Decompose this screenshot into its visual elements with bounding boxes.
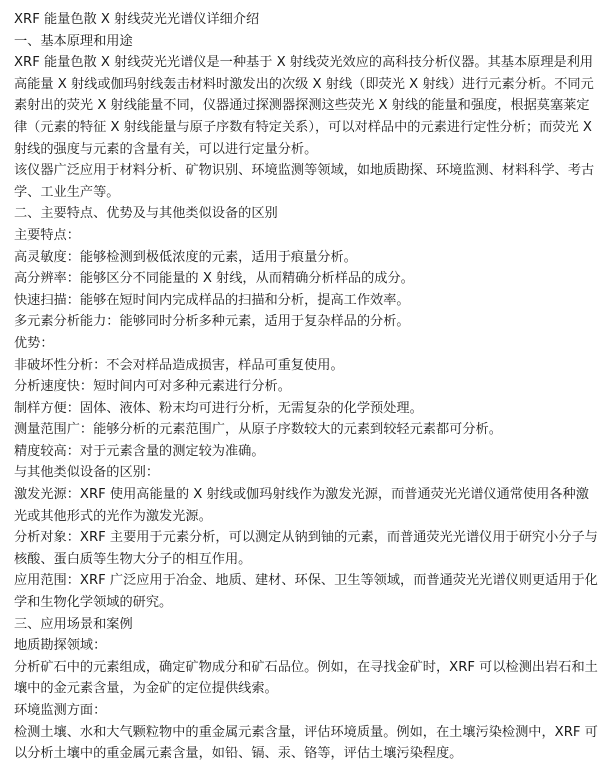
difference-item: 应用范围：XRF 广泛应用于冶金、地质、建材、环保、卫生等领域，而普通荧光光谱仪则更适用于化学和生物化学领域的研究。 [14, 573, 598, 611]
section-3-heading: 三、应用场景和案例 [14, 616, 133, 632]
feature-item: 多元素分析能力：能够同时分析多种元素，适用于复杂样品的分析。 [14, 314, 410, 330]
advantage-item: 分析速度快：短时间内可对多种元素进行分析。 [14, 379, 291, 395]
document-title: XRF 能量色散 X 射线荧光光谱仪详细介绍 [14, 12, 260, 27]
advantages-heading: 优势： [14, 335, 54, 351]
section-1-paragraph-principle: XRF 能量色散 X 射线荧光光谱仪是一种基于 X 射线荧光效应的高科技分析仪器。其基本原理是利用高能量 X 射线或伽玛射线轰击材料时激发出的次级 X 射线（即荧光 X 射线）进行元素分析。不同元素射出的荧光 X 射线能量不同，仪器通过探测器探测这些荧光 X 射线的能量和强度，根据莫塞莱定律（元素的特征 X 射线能量与原子序数有特定关系），可以对样品中的元素进行定性分析；而荧光 X 射线的强度与元素的含量有关，可以进行定量分析。 [14, 55, 597, 157]
environment-paragraph: 检测土壤、水和大气颗粒物中的重金属元素含量，评估环境质量。例如，在土壤污染检测中，XRF 可以分析土壤中的重金属元素含量，如铅、镉、汞、铬等，评估土壤污染程度。 [14, 724, 598, 762]
section-1-paragraph-usage: 该仪器广泛应用于材料分析、矿物识别、环境监测等领域，如地质勘探、环境监测、材料科学、考古学、工业生产等。 [14, 163, 595, 200]
feature-item: 高分辨率：能够区分不同能量的 X 射线，从而精确分析样品的成分。 [14, 271, 414, 287]
difference-item: 激发光源：XRF 使用高能量的 X 射线或伽玛射线作为激发光源，而普通荧光光谱仪通常使用各种激光或其他形式的光作为激发光源。 [14, 487, 589, 524]
advantage-item: 非破坏性分析：不会对样品造成损害，样品可重复使用。 [14, 357, 344, 373]
geology-paragraph: 分析矿石中的元素组成，确定矿物成分和矿石品位。例如，在寻找金矿时，XRF 可以检测出岩石和土壤中的金元素含量，为金矿的定位提供线索。 [14, 659, 598, 697]
environment-heading: 环境监测方面： [14, 703, 107, 718]
feature-item: 快速扫描：能够在短时间内完成样品的扫描和分析，提高工作效率。 [14, 292, 410, 308]
document-body [14, 9, 600, 765]
geology-heading: 地质勘探领域： [14, 638, 107, 654]
feature-item: 高灵敏度：能够检测到极低浓度的元素，适用于痕量分析。 [14, 249, 357, 265]
features-heading: 主要特点： [14, 227, 80, 243]
advantage-item: 精度较高：对于元素含量的测定较为准确。 [14, 443, 265, 459]
section-2-heading: 二、主要特点、优势及与其他类似设备的区别 [14, 206, 278, 222]
section-1-heading: 一、基本原理和用途 [14, 33, 133, 49]
difference-item: 分析对象：XRF 主要用于元素分析，可以测定从钠到铀的元素，而普通荧光光谱仪用于研究小分子与核酸、蛋白质等生物大分子的相互作用。 [14, 530, 598, 567]
advantage-item: 制样方便：固体、液体、粉末均可进行分析，无需复杂的化学预处理。 [14, 400, 423, 416]
differences-heading: 与其他类似设备的区别： [14, 465, 160, 481]
advantage-item: 测量范围广：能够分析的元素范围广，从原子序数较大的元素到较轻元素都可分析。 [14, 422, 502, 438]
